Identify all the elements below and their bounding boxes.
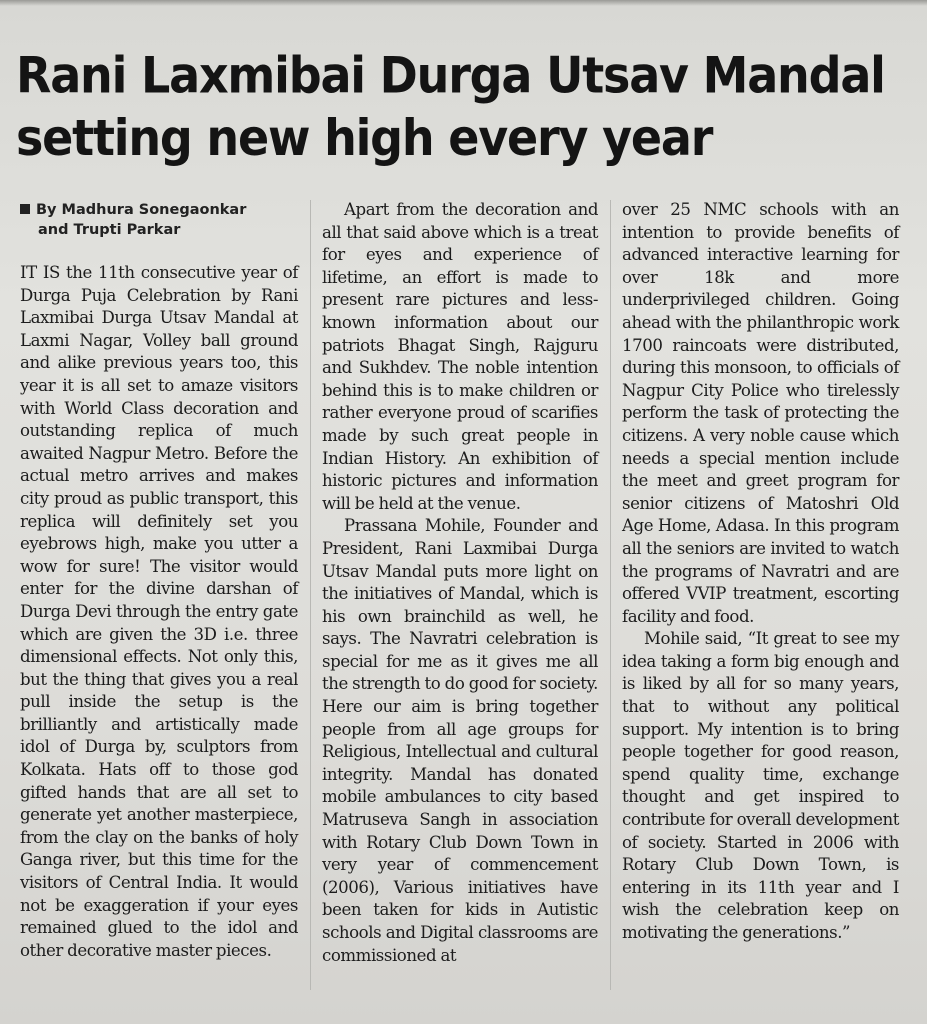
paragraph: Mohile said, “It great to see my idea taking a form big enough and is liked by all for so many years, that to without any political support. My intention is to bring people together for good reason, spend quality time, exchange thought and get inspired to contribute for overall development of society. Started in 2006 with Rotary Club Down Town, is entering in its 11th year and I wish the celebration keep on motivating the generations.” — [622, 629, 899, 942]
column-divider — [310, 200, 311, 990]
article-column-3 — [622, 199, 899, 945]
paragraph: IT IS the 11th consecutive year of Durga Puja Celebration by Rani Laxmibai Durga Utsav Mandal at Laxmi Nagar, Volley ball ground and alike previous years too, this year it is all set to amaze visitors with World Class decoration and outstanding replica of much awaited Nagpur Metro. Before the actual metro arrives and makes city proud as public transport, this replica will definitely set you eyebrows high, make you utter a wow for sure! The visitor would enter for the divine darshan of Durga Devi through the entry gate which are given the 3D i.e. three dimensional effects. Not only this, but the thing that gives you a real pull inside the setup is the brilliantly and artistically made idol of Durga by, sculptors from Kolkata. Hats off to those god gifted hands that are all set to generate yet another masterpiece, from the clay on the banks of holy Ganga river, but this time for the visitors of Central India. It would not be exaggeration if your eyes remained glued to the idol and other decorative master pieces. — [20, 263, 298, 960]
paragraph: Apart from the decoration and all that said above which is a treat for eyes and experience of lifetime, an effort is made to present rare pictures and less-known information about our patriots Bhagat Singh, Rajguru and Sukhdev. The noble intention behind this is to make children or rather everyone proud of scarifies made by such great people in Indian History. An exhibition of historic pictures and information will be held at the venue. — [322, 200, 598, 513]
article-column-1 — [20, 262, 298, 962]
paragraph: Prassana Mohile, Founder and President, Rani Laxmibai Durga Utsav Mandal puts more light on the initiatives of Mandal, which is his own brainchild as well, he says. The Navratri celebration is special for me as it gives me all the strength to do good for society. Here our aim is bring together people from all age groups for Religious, Intellectual and cultural integrity. Mandal has donated mobile ambulances to city based Matruseva Sangh in association with Rotary Club Down Town in very year of commencement (2006), Various initiatives have been taken for kids in Autistic schools and Digital classrooms are commissioned at — [322, 516, 598, 965]
headline — [16, 44, 916, 169]
article-column-2 — [322, 199, 598, 967]
headline-line-1: Rani Laxmibai Durga Utsav Mandal — [16, 46, 885, 105]
byline-square-icon — [20, 204, 30, 214]
byline-line-1: By Madhura Sonegaonkar — [36, 202, 247, 218]
page-fold-shadow — [0, 0, 927, 6]
column-divider — [610, 200, 611, 990]
byline — [20, 200, 300, 240]
byline-line-2: and Trupti Parkar — [38, 222, 181, 238]
paragraph: over 25 NMC schools with an intention to provide benefits of advanced interactive learning for over 18k and more underprivileged children. Going ahead with the philanthropic work 1700 raincoats were distributed, during this monsoon, to officials of Nagpur City Police who tirelessly perform the task of protecting the citizens. A very noble cause which needs a special mention include the meet and greet program for senior citizens of Matoshri Old Age Home, Adasa. In this program all the seniors are invited to watch the programs of Navratri and are offered VVIP treatment, escorting facility and food. — [622, 200, 899, 626]
headline-line-2: setting new high every year — [16, 108, 713, 168]
